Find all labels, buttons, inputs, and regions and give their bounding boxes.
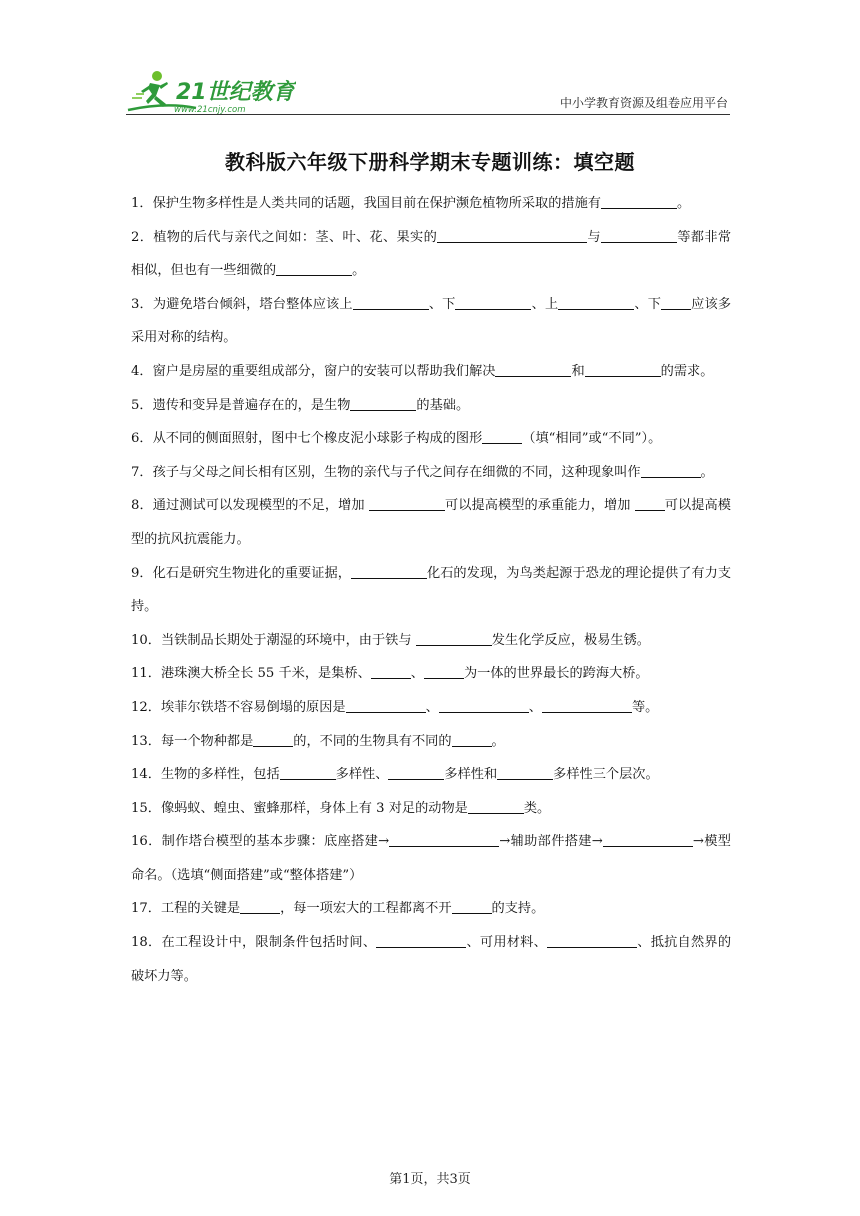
question-text: 发生化学反应，极易生锈。 bbox=[491, 632, 650, 648]
question-text: 、 bbox=[528, 699, 542, 715]
question-text: 的基础。 bbox=[416, 397, 470, 413]
answer-blank bbox=[388, 765, 444, 780]
question-text: 多样性、 bbox=[335, 767, 389, 783]
question-text: 应该多采用对称的结构。 bbox=[131, 296, 732, 346]
question-item bbox=[131, 624, 731, 658]
platform-name: 中小学教育资源及组卷应用平台 bbox=[559, 96, 728, 110]
question-item bbox=[131, 389, 731, 423]
question-list bbox=[131, 187, 731, 993]
answer-blank bbox=[351, 564, 427, 579]
question-text: 、可用材料、 bbox=[466, 935, 548, 951]
answer-blank bbox=[455, 295, 531, 310]
question-text: 的，不同的生物具有不同的 bbox=[293, 733, 452, 749]
question-text: 、 bbox=[410, 666, 424, 682]
answer-blank bbox=[416, 631, 492, 646]
answer-blank bbox=[641, 463, 701, 478]
page-header bbox=[126, 64, 730, 118]
question-text: 、上 bbox=[531, 296, 559, 312]
answer-blank bbox=[253, 732, 293, 747]
answer-blank bbox=[452, 732, 492, 747]
answer-blank bbox=[346, 698, 426, 713]
question-text: →模型命名。（选填“侧面搭建”或“整体搭建”） bbox=[131, 834, 731, 883]
question-item bbox=[131, 221, 731, 288]
answer-blank bbox=[635, 496, 665, 511]
question-text: 等都非常相似，但也有一些细微的 bbox=[131, 229, 732, 279]
question-item bbox=[131, 489, 731, 556]
question-item bbox=[131, 892, 731, 926]
question-text: 12．埃菲尔铁塔不容易倒塌的原因是 bbox=[131, 699, 346, 715]
logo-url: www.21cnjy.com bbox=[174, 105, 246, 115]
answer-blank bbox=[437, 228, 587, 243]
answer-blank bbox=[240, 899, 280, 914]
question-text: 16．制作塔台模型的基本步骤：底座搭建→ bbox=[131, 834, 390, 850]
question-item bbox=[131, 758, 731, 792]
question-item bbox=[131, 422, 731, 456]
question-text: 多样性三个层次。 bbox=[553, 767, 659, 783]
question-text: 17．工程的关键是 bbox=[131, 901, 241, 917]
answer-blank bbox=[389, 832, 499, 847]
question-item bbox=[131, 926, 731, 993]
question-text: 与 bbox=[587, 229, 601, 245]
answer-blank bbox=[376, 933, 466, 948]
question-item bbox=[131, 288, 731, 355]
answer-blank bbox=[542, 698, 632, 713]
answer-blank bbox=[468, 799, 524, 814]
question-text: ，每一项宏大的工程都离不开 bbox=[280, 901, 452, 917]
answer-blank bbox=[276, 261, 352, 276]
answer-blank bbox=[547, 933, 637, 948]
answer-blank bbox=[601, 228, 677, 243]
answer-blank bbox=[603, 832, 693, 847]
question-text: 7．孩子与父母之间长相有区别，生物的亲代与子代之间存在细微的不同，这种现象叫作 bbox=[131, 464, 641, 480]
question-text: 的需求。 bbox=[660, 363, 714, 379]
question-text: 18．在工程设计中，限制条件包括时间、 bbox=[131, 935, 377, 951]
question-text: 等。 bbox=[631, 699, 659, 715]
question-item bbox=[131, 355, 731, 389]
question-text: 3．为避免塔台倾斜，塔台整体应该上 bbox=[131, 296, 353, 312]
question-text: 多样性和 bbox=[444, 767, 498, 783]
question-text: 的支持。 bbox=[491, 901, 545, 917]
question-text: 化石的发现，为鸟类起源于恐龙的理论提供了有力支持。 bbox=[131, 565, 732, 615]
question-text: 。 bbox=[352, 263, 366, 279]
question-item bbox=[131, 825, 731, 892]
answer-blank bbox=[439, 698, 529, 713]
answer-blank bbox=[601, 194, 677, 209]
question-item bbox=[131, 725, 731, 759]
question-text: 。 bbox=[676, 196, 691, 211]
question-text: 6．从不同的侧面照射，图中七个橡皮泥小球影子构成的图形 bbox=[131, 431, 483, 447]
question-text: 5．遗传和变异是普遍存在的，是生物 bbox=[131, 397, 351, 413]
answer-blank bbox=[452, 899, 492, 914]
question-text: 11．港珠澳大桥全长 55 千米，是集桥、 bbox=[131, 666, 371, 682]
question-text: 4．窗户是房屋的重要组成部分，窗户的安装可以帮助我们解决 bbox=[131, 363, 496, 379]
question-text: 、 bbox=[425, 699, 439, 715]
page-title: 教科版六年级下册科学期末专题训练：填空题 bbox=[225, 150, 635, 174]
question-text: 10．当铁制品长期处于潮湿的环境中，由于铁与 bbox=[131, 632, 416, 648]
question-text: 、下 bbox=[634, 296, 662, 312]
question-text: 类。 bbox=[523, 800, 551, 816]
answer-blank bbox=[482, 429, 522, 444]
question-text: 。 bbox=[491, 733, 505, 749]
question-text: 13．每一个物种都是 bbox=[131, 733, 254, 749]
question-text: 1．保护生物多样性是人类共同的话题，我国目前在保护濒危植物所采取的措施有 bbox=[131, 196, 601, 211]
question-text: 为一体的世界最长的跨海大桥。 bbox=[463, 666, 649, 682]
question-item bbox=[131, 792, 731, 826]
answer-blank bbox=[585, 362, 661, 377]
question-text: 2．植物的后代与亲代之间如：茎、叶、花、果实的 bbox=[131, 229, 438, 245]
logo-wordmark: 21世纪教育 bbox=[176, 80, 295, 105]
question-text: 15．像蚂蚁、蝗虫、蜜蜂那样，身体上有 3 对足的动物是 bbox=[131, 800, 468, 816]
question-text: 8．通过测试可以发现模型的不足，增加 bbox=[131, 498, 369, 514]
answer-blank bbox=[558, 295, 634, 310]
answer-blank bbox=[353, 295, 429, 310]
question-text: 9．化石是研究生物进化的重要证据， bbox=[131, 565, 351, 581]
question-text: 14．生物的多样性，包括 bbox=[131, 767, 280, 783]
header-divider bbox=[126, 114, 730, 115]
question-item bbox=[131, 657, 731, 691]
answer-blank bbox=[495, 362, 571, 377]
question-item bbox=[131, 456, 731, 490]
question-text: 和 bbox=[571, 363, 585, 379]
question-text: （填“相同”或“不同”）。 bbox=[522, 431, 662, 447]
brand-logo bbox=[126, 66, 296, 116]
question-text: 、下 bbox=[428, 296, 456, 312]
question-text: 可以提高模型的承重能力，增加 bbox=[444, 498, 635, 514]
question-item bbox=[131, 557, 731, 624]
answer-blank bbox=[350, 396, 416, 411]
answer-blank bbox=[661, 295, 691, 310]
answer-blank bbox=[371, 664, 411, 679]
question-text: 。 bbox=[700, 464, 714, 480]
answer-blank bbox=[280, 765, 336, 780]
question-text: 可以提高模型的抗风抗震能力。 bbox=[131, 498, 731, 547]
answer-blank bbox=[424, 664, 464, 679]
question-item bbox=[131, 187, 731, 221]
answer-blank bbox=[497, 765, 553, 780]
answer-blank bbox=[369, 496, 445, 511]
question-item bbox=[131, 691, 731, 725]
question-text: →辅助部件搭建→ bbox=[499, 834, 603, 850]
question-text: 、抵抗自然界的破坏力等。 bbox=[131, 935, 732, 984]
page-footer: 第1页，共3页 bbox=[389, 1172, 471, 1187]
